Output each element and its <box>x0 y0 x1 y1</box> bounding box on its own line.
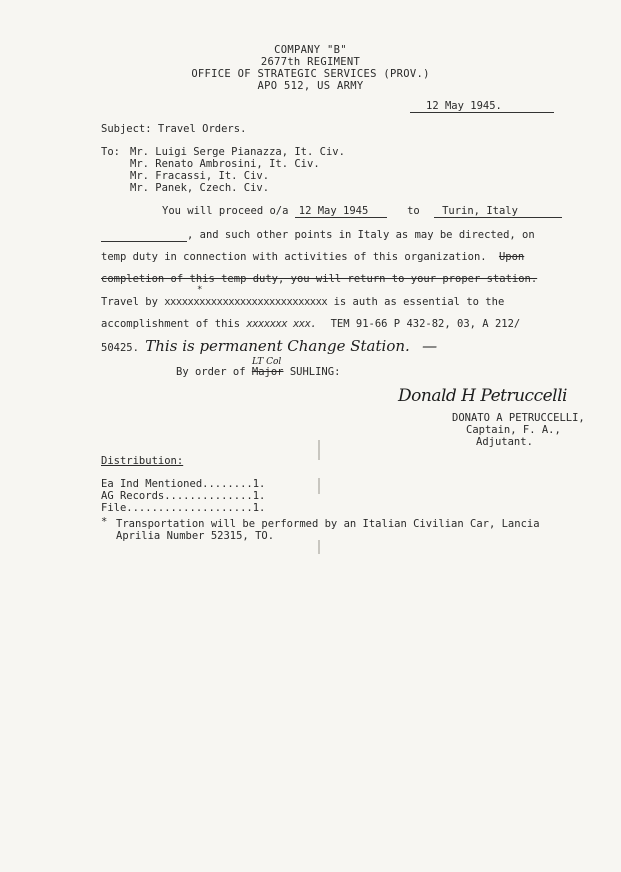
signer-name: DONATO A PETRUCCELLI, <box>452 412 585 424</box>
recipient: Mr. Fracassi, It. Civ. <box>130 170 270 182</box>
handwritten-insert: LT Col <box>252 357 282 367</box>
subject-line: Subject: Travel Orders. <box>101 123 247 135</box>
proceed-text: You will proceed o/a <box>162 205 289 217</box>
date-text: 12 May 1945. <box>426 100 502 112</box>
signature: Donald H Petruccelli <box>398 386 567 406</box>
distribution-item: File....................1. <box>101 502 266 514</box>
body-line-2 <box>101 229 535 242</box>
proceed-date: 12 May 1945 <box>295 205 387 218</box>
distribution-title: Distribution: <box>101 455 184 467</box>
commander-name: SUHLING: <box>289 366 341 378</box>
body-text: Travel by <box>101 296 158 308</box>
header-company: COMPANY "B" <box>274 44 347 56</box>
destination: Turin, Italy <box>434 205 562 218</box>
footnote-line-2: Aprilia Number 52315, TO. <box>116 530 275 542</box>
body-line-4-struck: completion of this temp duty, you will return to your proper station. <box>101 273 538 285</box>
struck-text: Upon <box>498 251 525 263</box>
recipient: Mr. Renato Ambrosini, It. Civ. <box>130 158 320 170</box>
scribbled-text: xxxxxxx xxx. <box>246 318 317 330</box>
header-office: OFFICE OF STRATEGIC SERVICES (PROV.) <box>191 68 430 80</box>
typed-over-text: xxxxxxxxxxxxxxxxxxxxxxxxxxxx <box>164 296 328 308</box>
body-line-3 <box>101 251 524 263</box>
fold-mark <box>318 540 320 554</box>
struck-rank: Major <box>251 366 284 378</box>
blank-line <box>101 229 187 242</box>
order-text: By order of <box>176 366 246 378</box>
footnote-line-1: Transportation will be performed by an Italian Civilian Car, Lancia <box>116 518 540 530</box>
footnote-mark: * <box>101 516 108 528</box>
handwritten-note: This is permanent Change Station. <box>145 337 410 355</box>
fold-mark <box>318 440 320 460</box>
asterisk-mark: * <box>197 285 203 295</box>
body-line-7 <box>101 337 437 355</box>
body-text: 50425. <box>101 342 139 354</box>
body-line-6 <box>101 318 520 330</box>
to-text: to <box>407 205 420 217</box>
body-text: accomplishment of this <box>101 318 241 330</box>
body-text: TEM 91-66 P 432-82, 03, A 212/ <box>330 318 521 330</box>
handwritten-dash: — <box>422 337 438 355</box>
signer-title: Adjutant. <box>476 436 533 448</box>
header-regiment: 2677th REGIMENT <box>260 56 361 68</box>
header-apo: APO 512, US ARMY <box>257 80 364 92</box>
body-text: temp duty in connection with activities of this organization. <box>101 251 487 263</box>
by-order-line <box>176 366 340 378</box>
body-line-1 <box>162 205 562 218</box>
distribution-item: AG Records..............1. <box>101 490 266 502</box>
to-label: To: <box>101 146 120 158</box>
recipient: Mr. Panek, Czech. Civ. <box>130 182 270 194</box>
fold-mark <box>318 478 320 494</box>
recipient: Mr. Luigi Serge Pianazza, It. Civ. <box>130 146 345 158</box>
body-text: is auth as essential to the <box>333 296 505 308</box>
signer-rank: Captain, F. A., <box>466 424 561 436</box>
body-line-5 <box>101 296 504 308</box>
document-date <box>410 100 554 113</box>
distribution-item: Ea Ind Mentioned........1. <box>101 478 266 490</box>
body-text: , and such other points in Italy as may be directed, on <box>187 229 535 241</box>
